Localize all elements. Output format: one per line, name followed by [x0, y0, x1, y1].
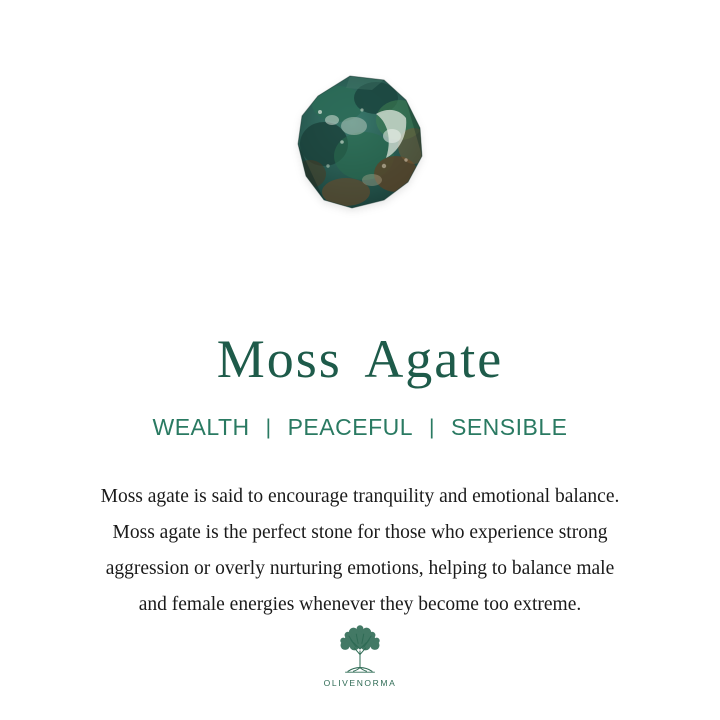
brand-logo	[0, 623, 720, 688]
tree-of-life-icon	[331, 623, 389, 675]
stone-photo	[280, 70, 440, 220]
brand-name: OLIVENORMA	[323, 678, 397, 688]
moss-agate-stone-icon	[280, 70, 440, 220]
description-line-2: Moss agate is the perfect stone for those who experience strong	[112, 522, 608, 544]
description-line-1: Moss agate is said to encourage tranquility and emotional balance.	[100, 486, 620, 507]
keyword-separator-2: |	[429, 415, 435, 439]
description-line-4: and female energies whenever they become too extreme.	[138, 594, 582, 616]
keyword-peaceful: PEACEFUL	[287, 414, 414, 440]
description-text	[30, 479, 690, 623]
keyword-sensible: SENSIBLE	[451, 414, 568, 440]
keyword-list	[148, 414, 571, 441]
description-line-3: aggression or overly nurturing emotions, helping to balance male	[105, 558, 615, 580]
keyword-separator-1: |	[265, 415, 272, 439]
page-title: Moss Agate	[216, 329, 504, 389]
stone-image-area	[0, 0, 720, 280]
keyword-wealth: WEALTH	[152, 414, 250, 440]
